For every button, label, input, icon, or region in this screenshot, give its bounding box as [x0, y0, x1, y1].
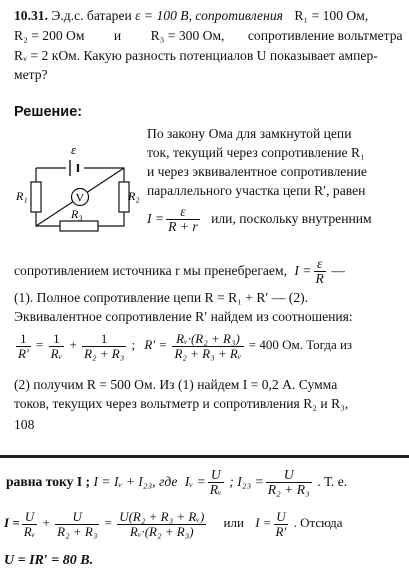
label-voltmeter: V — [75, 190, 85, 205]
cont-or: или — [223, 515, 244, 530]
page-number: 108 — [14, 417, 35, 432]
solution-line-11: токов, текущих через вольтметр и сопротивления R₂ и R₃, — [14, 396, 349, 411]
fraction-one-over-r2r3: $\frac{1}{\text{R₂ + R₃}}$ — [84, 330, 125, 361]
cont-te: . Т. е. — [317, 474, 348, 489]
rprime-result: = 400 Ом. Тогда из — [248, 337, 353, 352]
solution-line-10: (2) получим R = 500 Ом. Из (1) найдем I = 0,2 А. Сумма — [14, 377, 338, 392]
problem-line-4: метр? — [14, 67, 48, 82]
circuit-diagram — [14, 140, 142, 248]
problem-and: и — [113, 28, 122, 43]
formula-ohm-full — [147, 204, 372, 234]
rprime-lhs: R′ = — [144, 337, 168, 352]
fraction-u-over-r2r3: $\frac{U}{\text{R₂ + R₃}}$ — [267, 467, 310, 498]
solution-heading: Решение: — [14, 104, 83, 120]
problem-line-2 — [14, 28, 403, 44]
continuation-line-2 — [4, 505, 343, 541]
fraction-cont-u-over-r2r3: $\frac{U}{\text{R₂ + R₃}}$ — [57, 508, 98, 539]
cont-text-1: равна току I ; — [6, 474, 91, 489]
problem-text-2: сопротивление вольтметра — [247, 28, 403, 43]
plus-sign: + — [69, 337, 77, 352]
cont-i-lhs: I = — [4, 515, 20, 530]
cont-otsyuda: . Отсюда — [293, 515, 343, 530]
label-r2: R₂ — [128, 189, 140, 203]
fraction-u-over-rv: $\frac{U}{\text{Rᵥ}}$ — [209, 467, 222, 498]
fraction-cont-u-over-rv: $\frac{U}{\text{Rᵥ}}$ — [23, 508, 36, 539]
continuation-line-1 — [6, 467, 347, 497]
problem-line-3: Rᵥ = 2 кОм. Какую разность потенциалов U показывает ампер- — [14, 48, 378, 63]
fraction-cont-combined: $\frac{\text{U(R₂ + R₃ + Rᵥ)}}{\text{Rᵥ·(R₂ + R₃)}}$ — [119, 508, 205, 539]
formula-text: или, поскольку внутренним — [211, 211, 372, 226]
cont-i-lhs-2: I = — [255, 515, 272, 530]
problem-line-1 — [14, 8, 368, 24]
formula-lhs: I = — [147, 211, 165, 226]
final-answer: U = IR′ = 80 В. — [4, 553, 94, 568]
semicolon: ; — [131, 337, 136, 352]
problem-emf: ε = 100 В, сопротивления — [135, 8, 283, 23]
solution-line-2: ток, текущий через сопротивление R₁ — [147, 145, 365, 160]
fraction-emf-over-r-plus-r: $\frac{\varepsilon}{R + r}$ — [168, 204, 198, 235]
formula-equivalent-resistance — [14, 328, 352, 362]
cont-equals: = — [104, 515, 112, 530]
solution-line-4: параллельного участка цепи R′, равен — [147, 183, 366, 198]
problem-r2: R₂ = 200 Ом — [14, 28, 85, 43]
problem-text-1: Э.д.с. батареи — [51, 8, 132, 23]
cont-iv-lhs: Iᵥ = — [184, 474, 206, 489]
fraction-u-over-rprime: $\frac{U}{R'}$ — [275, 508, 287, 539]
resistor-r3 — [60, 221, 98, 231]
fraction-rprime-value: $\frac{\text{Rᵥ·(R₂ + R₃)}}{\text{R₂ + R₃ + Rᵥ}}$ — [174, 330, 242, 361]
problem-r3: R₃ = 300 Ом, — [150, 28, 225, 43]
label-emf: ε — [71, 142, 77, 157]
problem-number: 10.31. — [14, 8, 48, 23]
solution-line-7: (1). Полное сопротивление цепи R = R₁ + R′ — (2). — [14, 290, 309, 305]
formula-lhs-2: I = — [294, 263, 312, 278]
solution-line-6 — [14, 256, 345, 286]
solution-line-1: По закону Ома для замкнутой цепи — [147, 126, 352, 141]
formula-dash: — — [331, 263, 345, 278]
label-r1: R₁ — [16, 189, 28, 203]
fraction-one-over-rprime: $\frac{1}{R'}$ — [18, 330, 29, 361]
resistor-r1 — [31, 182, 41, 212]
solution-line-3: и через эквивалентное сопротивление — [147, 164, 367, 179]
cont-plus: + — [42, 515, 50, 530]
page-separator — [0, 455, 409, 458]
fraction-emf-over-r: $\frac{\varepsilon}{R}$ — [315, 256, 324, 287]
cont-i23-lhs: ; I₂₃ = — [229, 474, 264, 489]
label-r3: R₃ — [71, 207, 83, 221]
problem-r1: R₁ = 100 Ом, — [294, 8, 369, 23]
equals-sign: = — [36, 337, 44, 352]
cont-sum: I = Iᵥ + I₂₃, где — [93, 474, 178, 489]
fraction-one-over-rv: $\frac{1}{\text{Rᵥ}}$ — [50, 330, 63, 361]
solution-text-6: сопротивлением источника r мы пренебрегаем, — [14, 263, 287, 278]
solution-line-8: Эквивалентное сопротивление R′ найдем из соотношения: — [14, 309, 353, 324]
